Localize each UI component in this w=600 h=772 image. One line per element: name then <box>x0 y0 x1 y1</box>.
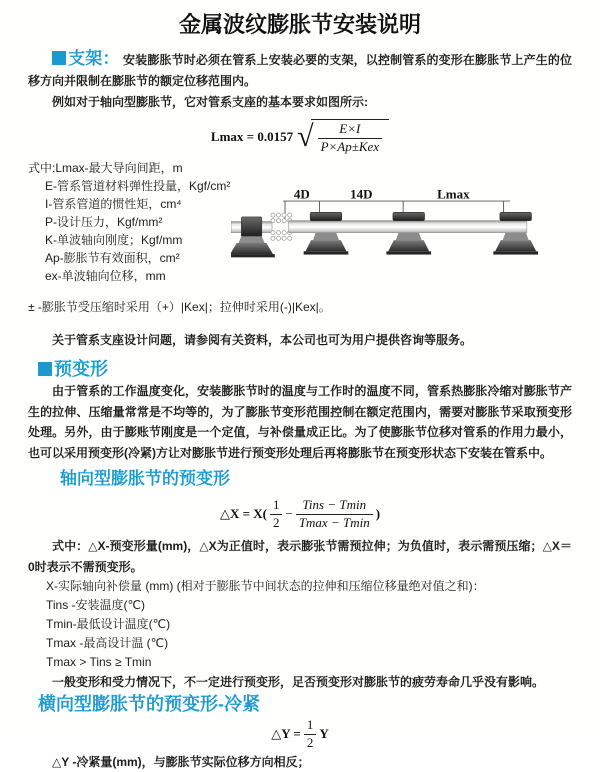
definition-line: ex-单波轴向位移，mm <box>45 269 166 283</box>
support-intro-text: 安装膨胀节时必须在管系上安装必要的支架，以控制管系的变形在膨胀节上产生的位移方向并限制在膨胀节的额定位移范围内。 <box>28 53 573 88</box>
lateral-note-line: △Y -冷紧量(mm)，与膨胀节实际位移方向相反； <box>52 755 310 769</box>
pipe-support-diagram-svg <box>231 189 566 282</box>
predeform-paragraph: 由于管系的工作温度变化，安装膨胀节时的温度与工作时的温度不同，管系热膨胀冷缩对膨胀节产生的拉伸、压缩量常常是不均等的，为了膨胀节变形范围控制在额定范围内，需要对膨胀节采取预变形处理。另外，由于膨账节刚度是一个定值，与补偿量成正比。为了使膨胀节位移对管系的作用力最小，也可以采用预变形(冷紧)方让对膨胀节进行预变形处理后再将膨胀节在预变形状态下安装在管系中。 <box>28 384 572 460</box>
definition-line: Tmax > Tins ≥ Tmin <box>46 655 152 669</box>
definition-line: Tmin-最低设计温度(℃) <box>46 617 171 631</box>
axial-formula-half: $\frac{1}{2}$ <box>270 498 283 531</box>
lmax-formula-denominator: P×Ap±Kex <box>320 139 380 154</box>
support-heading-label: 支架： <box>68 49 120 68</box>
guide-support <box>493 212 538 254</box>
lateral-formula-half: $\frac{1}{2}$ <box>304 718 317 751</box>
support-example-line: 例如对于轴向型膨胀节，它对管系支座的基本要求如图所示: <box>52 95 368 109</box>
definition-line: Tins -安装温度(℃) <box>46 598 146 612</box>
pipe-support-diagram <box>231 189 566 287</box>
main-pipe <box>289 221 527 233</box>
lmax-formula: Lmax = 0.0157 √ $\frac{E\times I}{\text{P×Ap±Kex}}$ <box>28 118 572 156</box>
dim-label-4d: 4D <box>293 189 310 202</box>
predeform-section-heading <box>38 357 572 381</box>
axial-definitions-list <box>28 577 572 672</box>
axial-formula-lhs: △X = X( <box>219 506 267 521</box>
axial-where-paragraph: 式中：△X-预变形量(mm)，△X为正值时，表示膨张节需预拉伸；为负值时，表示需预压缩；△X＝0时表示不需预变形。 <box>28 539 572 574</box>
guide-support <box>386 212 431 254</box>
support-intro-paragraph <box>28 48 572 92</box>
lmax-formula-lhs: Lmax = 0.0157 <box>210 129 294 144</box>
definition-line: E-管系管道材料弹性投量，Kgf/cm² <box>45 179 231 193</box>
predeform-heading-label: 预变形 <box>54 359 108 379</box>
definition-line: P-设计压力，Kgf/mm² <box>45 215 163 229</box>
page-title: 金属波纹膨胀节安装说明 <box>178 12 421 37</box>
lmax-formula-numerator: E×I <box>318 122 383 139</box>
definition-line: X-实际轴向补偿量 (mm) (相对于膨胀节中间状态的拉伸和压缩位移量绝对值之和)： <box>46 579 485 593</box>
dim-label-lmax: Lmax <box>437 189 470 202</box>
axial-subsection-heading: 轴向型膨胀节的预变形 <box>60 469 230 488</box>
definition-line: K-单波轴向刚度；Kgf/mm <box>45 233 183 247</box>
lateral-formula <box>28 716 572 752</box>
definitions-and-diagram <box>28 159 572 285</box>
section-marker-icon <box>52 51 66 65</box>
lateral-subsection-heading: 横向型膨胀节的预变形-冷紧 <box>38 694 260 714</box>
axial-formula-minus: − <box>285 506 293 521</box>
dim-label-14d: 14D <box>350 189 373 202</box>
lateral-formula-lhs: △Y = <box>271 726 301 741</box>
axial-formula-close: ) <box>375 506 381 521</box>
definition-line: Tmax -最高设计温 (℃) <box>46 636 169 650</box>
lateral-formula-rhs: Y <box>319 726 329 741</box>
guide-support <box>304 212 349 254</box>
axial-note-line: 一般变形和受力情况下，不一定进行预变形，足否预变形对膨胀节的疲劳寿命几乎没有影响。 <box>52 675 545 689</box>
definition-line: Ap-膨胀节有效面积，cm² <box>45 251 180 265</box>
support-section-heading <box>52 49 120 68</box>
section-marker-icon <box>38 362 52 376</box>
anchor-block <box>241 217 261 237</box>
consult-note-line: 关于管系支座设计问题，请参阅有关资料，本公司也可为用户提供咨询等服务。 <box>52 333 473 347</box>
definition-line: I-管系管道的惯性矩，cm⁴ <box>45 197 182 211</box>
lmax-formula-radicand <box>311 119 390 155</box>
sign-note-line: ± -膨胀节受压缩时采用（+）|Kex|；拉伸时采用(-)|Kex|。 <box>28 300 331 314</box>
definition-line: 式中:Lmax-最大导向间距，m <box>28 161 183 175</box>
anchor-pedestal <box>231 236 275 257</box>
axial-formula-temp-fraction: $\frac{\text{Tins − Tmin}}{Tmax - Tmin}$ <box>296 498 373 531</box>
axial-formula <box>28 492 572 536</box>
